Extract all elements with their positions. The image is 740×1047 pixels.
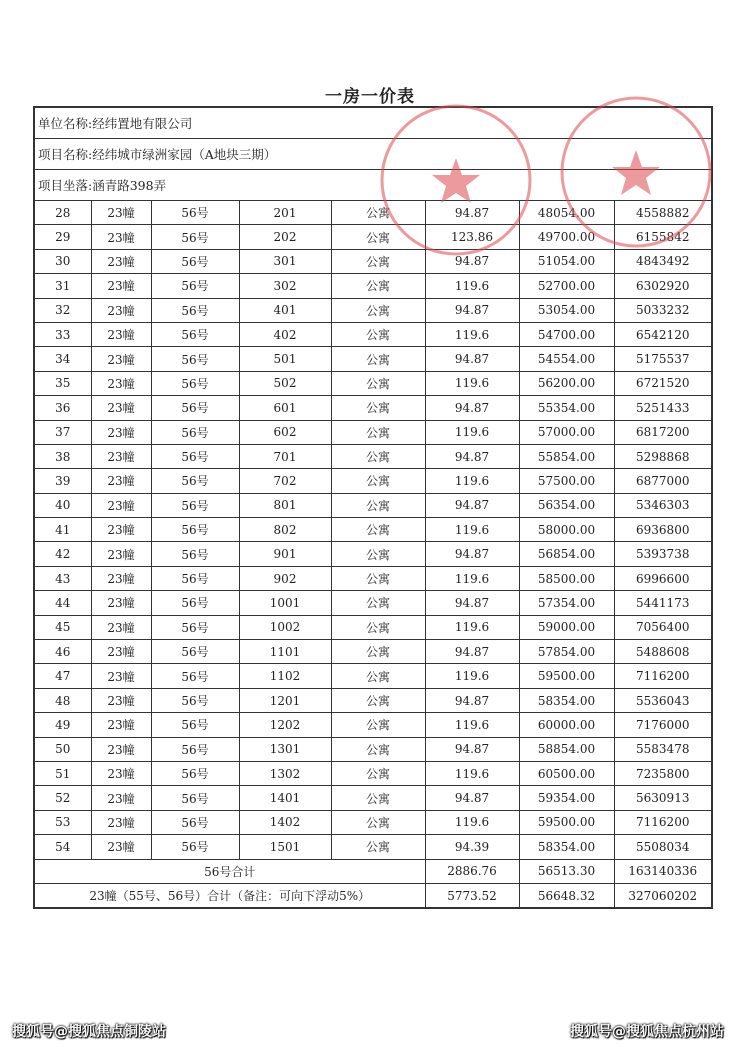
- building-cell: 23幢: [91, 640, 151, 664]
- area-cell: 94.87: [425, 640, 519, 664]
- subtotal-row-total: 163140336: [614, 859, 711, 883]
- table-row: [35, 786, 711, 810]
- room-number-cell: 802: [239, 518, 331, 542]
- room-number-cell: 201: [239, 201, 331, 225]
- building-cell: 23幢: [91, 761, 151, 785]
- row-number-cell: 36: [35, 396, 91, 420]
- unit-price-cell: 59354.00: [519, 786, 614, 810]
- unit-price-cell: 56354.00: [519, 493, 614, 517]
- usage-cell: 公寓: [331, 420, 425, 444]
- row-number-cell: 38: [35, 444, 91, 468]
- subtotal-row-area: 2886.76: [425, 859, 519, 883]
- row-number-cell: 37: [35, 420, 91, 444]
- total-price-cell: 7056400: [614, 615, 711, 639]
- building-cell: 23幢: [91, 566, 151, 590]
- table-row: [35, 298, 711, 322]
- row-number-cell: 42: [35, 542, 91, 566]
- entrance-cell: 56号: [151, 835, 239, 859]
- building-cell: 23幢: [91, 713, 151, 737]
- building-cell: 23幢: [91, 737, 151, 761]
- row-number-cell: 53: [35, 810, 91, 834]
- row-number-cell: 50: [35, 737, 91, 761]
- unit-price-cell: 48054.00: [519, 201, 614, 225]
- room-number-cell: 901: [239, 542, 331, 566]
- total-price-cell: 7116200: [614, 810, 711, 834]
- entrance-cell: 56号: [151, 615, 239, 639]
- table-row: [35, 201, 711, 225]
- table-row: [35, 761, 711, 785]
- grand-total-row-unit-price: 56648.32: [519, 883, 614, 907]
- room-number-cell: 402: [239, 322, 331, 346]
- area-cell: 94.87: [425, 688, 519, 712]
- usage-cell: 公寓: [331, 518, 425, 542]
- area-cell: 94.39: [425, 835, 519, 859]
- area-cell: 119.6: [425, 566, 519, 590]
- row-number-cell: 49: [35, 713, 91, 737]
- unit-price-cell: 51054.00: [519, 249, 614, 273]
- unit-price-cell: 58354.00: [519, 835, 614, 859]
- building-cell: 23幢: [91, 810, 151, 834]
- unit-price-cell: 59000.00: [519, 615, 614, 639]
- room-number-cell: 501: [239, 347, 331, 371]
- building-cell: 23幢: [91, 322, 151, 346]
- table-row: [35, 737, 711, 761]
- row-number-cell: 34: [35, 347, 91, 371]
- total-price-cell: 5488608: [614, 640, 711, 664]
- building-cell: 23幢: [91, 347, 151, 371]
- building-cell: 23幢: [91, 201, 151, 225]
- area-cell: 94.87: [425, 493, 519, 517]
- entrance-cell: 56号: [151, 566, 239, 590]
- total-price-cell: 6721520: [614, 371, 711, 395]
- usage-cell: 公寓: [331, 347, 425, 371]
- building-cell: 23幢: [91, 396, 151, 420]
- entrance-cell: 56号: [151, 298, 239, 322]
- row-number-cell: 44: [35, 591, 91, 615]
- row-number-cell: 32: [35, 298, 91, 322]
- usage-cell: 公寓: [331, 566, 425, 590]
- room-number-cell: 701: [239, 444, 331, 468]
- building-cell: 23幢: [91, 688, 151, 712]
- entrance-cell: 56号: [151, 396, 239, 420]
- total-price-cell: 5630913: [614, 786, 711, 810]
- unit-price-cell: 54700.00: [519, 322, 614, 346]
- room-number-cell: 401: [239, 298, 331, 322]
- room-number-cell: 801: [239, 493, 331, 517]
- table-row: [35, 469, 711, 493]
- row-number-cell: 43: [35, 566, 91, 590]
- room-number-cell: 1002: [239, 615, 331, 639]
- usage-cell: 公寓: [331, 542, 425, 566]
- usage-cell: 公寓: [331, 225, 425, 249]
- area-cell: 119.6: [425, 274, 519, 298]
- unit-price-cell: 57000.00: [519, 420, 614, 444]
- building-cell: 23幢: [91, 518, 151, 542]
- unit-price-cell: 57854.00: [519, 640, 614, 664]
- unit-price-cell: 58354.00: [519, 688, 614, 712]
- entrance-cell: 56号: [151, 371, 239, 395]
- entrance-cell: 56号: [151, 737, 239, 761]
- usage-cell: 公寓: [331, 469, 425, 493]
- subtotal-row-label: 56号合计: [35, 859, 425, 883]
- room-number-cell: 1102: [239, 664, 331, 688]
- unit-price-cell: 55354.00: [519, 396, 614, 420]
- unit-price-cell: 57354.00: [519, 591, 614, 615]
- table-row: [35, 810, 711, 834]
- building-cell: 23幢: [91, 469, 151, 493]
- entrance-cell: 56号: [151, 591, 239, 615]
- usage-cell: 公寓: [331, 835, 425, 859]
- row-number-cell: 29: [35, 225, 91, 249]
- building-cell: 23幢: [91, 298, 151, 322]
- total-price-cell: 5536043: [614, 688, 711, 712]
- table-row: [35, 371, 711, 395]
- room-number-cell: 602: [239, 420, 331, 444]
- total-price-cell: 6877000: [614, 469, 711, 493]
- area-cell: 119.6: [425, 713, 519, 737]
- footer-watermark-left: 搜狐号@搜狐焦点铜陵站: [12, 1024, 166, 1040]
- table-row: [35, 566, 711, 590]
- table-row: [35, 518, 711, 542]
- total-price-cell: 5298868: [614, 444, 711, 468]
- building-cell: 23幢: [91, 542, 151, 566]
- room-number-cell: 302: [239, 274, 331, 298]
- area-cell: 94.87: [425, 542, 519, 566]
- entrance-cell: 56号: [151, 640, 239, 664]
- building-cell: 23幢: [91, 225, 151, 249]
- total-price-cell: 6817200: [614, 420, 711, 444]
- building-cell: 23幢: [91, 420, 151, 444]
- usage-cell: 公寓: [331, 322, 425, 346]
- entrance-cell: 56号: [151, 322, 239, 346]
- usage-cell: 公寓: [331, 761, 425, 785]
- area-cell: 119.6: [425, 810, 519, 834]
- area-cell: 119.6: [425, 518, 519, 542]
- total-price-cell: 7176000: [614, 713, 711, 737]
- table-row: [35, 640, 711, 664]
- row-number-cell: 41: [35, 518, 91, 542]
- room-number-cell: 1202: [239, 713, 331, 737]
- row-number-cell: 47: [35, 664, 91, 688]
- usage-cell: 公寓: [331, 688, 425, 712]
- room-number-cell: 1402: [239, 810, 331, 834]
- table-row: [35, 713, 711, 737]
- usage-cell: 公寓: [331, 810, 425, 834]
- room-number-cell: 1201: [239, 688, 331, 712]
- area-cell: 94.87: [425, 347, 519, 371]
- entrance-cell: 56号: [151, 761, 239, 785]
- building-cell: 23幢: [91, 371, 151, 395]
- room-number-cell: 502: [239, 371, 331, 395]
- unit-price-cell: 52700.00: [519, 274, 614, 298]
- usage-cell: 公寓: [331, 713, 425, 737]
- unit-price-cell: 59500.00: [519, 810, 614, 834]
- area-cell: 94.87: [425, 444, 519, 468]
- entrance-cell: 56号: [151, 786, 239, 810]
- row-number-cell: 35: [35, 371, 91, 395]
- area-cell: 94.87: [425, 249, 519, 273]
- building-cell: 23幢: [91, 591, 151, 615]
- row-number-cell: 51: [35, 761, 91, 785]
- unit-price-cell: 54554.00: [519, 347, 614, 371]
- total-price-cell: 6155842: [614, 225, 711, 249]
- total-price-cell: 6542120: [614, 322, 711, 346]
- usage-cell: 公寓: [331, 493, 425, 517]
- table-row: [35, 444, 711, 468]
- price-table-body: [35, 201, 711, 907]
- usage-cell: 公寓: [331, 396, 425, 420]
- table-row: [35, 615, 711, 639]
- row-number-cell: 46: [35, 640, 91, 664]
- unit-price-cell: 60000.00: [519, 713, 614, 737]
- subtotal-row: [35, 859, 711, 883]
- unit-price-cell: 49700.00: [519, 225, 614, 249]
- building-cell: 23幢: [91, 786, 151, 810]
- unit-price-cell: 55854.00: [519, 444, 614, 468]
- unit-price-cell: 60500.00: [519, 761, 614, 785]
- entrance-cell: 56号: [151, 542, 239, 566]
- area-cell: 94.87: [425, 201, 519, 225]
- area-cell: 119.6: [425, 420, 519, 444]
- total-price-cell: 5393738: [614, 542, 711, 566]
- total-price-cell: 4558882: [614, 201, 711, 225]
- row-number-cell: 52: [35, 786, 91, 810]
- usage-cell: 公寓: [331, 274, 425, 298]
- usage-cell: 公寓: [331, 201, 425, 225]
- project-name-row: 项目名称:经纬城市绿洲家园（A地块三期）: [35, 139, 711, 170]
- area-cell: 119.6: [425, 371, 519, 395]
- area-cell: 123.86: [425, 225, 519, 249]
- total-price-cell: 5175537: [614, 347, 711, 371]
- area-cell: 119.6: [425, 469, 519, 493]
- price-sheet: [33, 106, 713, 909]
- table-row: [35, 664, 711, 688]
- area-cell: 94.87: [425, 298, 519, 322]
- building-cell: 23幢: [91, 444, 151, 468]
- unit-price-cell: 57500.00: [519, 469, 614, 493]
- table-row: [35, 225, 711, 249]
- entrance-cell: 56号: [151, 518, 239, 542]
- total-price-cell: 5346303: [614, 493, 711, 517]
- room-number-cell: 1501: [239, 835, 331, 859]
- entrance-cell: 56号: [151, 713, 239, 737]
- entrance-cell: 56号: [151, 347, 239, 371]
- building-cell: 23幢: [91, 274, 151, 298]
- entrance-cell: 56号: [151, 420, 239, 444]
- total-price-cell: 6302920: [614, 274, 711, 298]
- table-row: [35, 322, 711, 346]
- total-price-cell: 5508034: [614, 835, 711, 859]
- total-price-cell: 7235800: [614, 761, 711, 785]
- grand-total-row: [35, 883, 711, 907]
- room-number-cell: 601: [239, 396, 331, 420]
- usage-cell: 公寓: [331, 444, 425, 468]
- row-number-cell: 28: [35, 201, 91, 225]
- row-number-cell: 48: [35, 688, 91, 712]
- building-cell: 23幢: [91, 493, 151, 517]
- area-cell: 94.87: [425, 737, 519, 761]
- row-number-cell: 33: [35, 322, 91, 346]
- table-row: [35, 493, 711, 517]
- area-cell: 119.6: [425, 322, 519, 346]
- room-number-cell: 301: [239, 249, 331, 273]
- unit-price-cell: 58500.00: [519, 566, 614, 590]
- table-row: [35, 688, 711, 712]
- price-table: [35, 201, 711, 907]
- unit-price-cell: 58000.00: [519, 518, 614, 542]
- total-price-cell: 5033232: [614, 298, 711, 322]
- usage-cell: 公寓: [331, 591, 425, 615]
- area-cell: 119.6: [425, 615, 519, 639]
- table-row: [35, 835, 711, 859]
- row-number-cell: 31: [35, 274, 91, 298]
- usage-cell: 公寓: [331, 615, 425, 639]
- project-location-row: 项目坐落:涵青路398弄: [35, 170, 711, 201]
- row-number-cell: 40: [35, 493, 91, 517]
- room-number-cell: 202: [239, 225, 331, 249]
- table-row: [35, 420, 711, 444]
- entrance-cell: 56号: [151, 469, 239, 493]
- total-price-cell: 5251433: [614, 396, 711, 420]
- usage-cell: 公寓: [331, 371, 425, 395]
- total-price-cell: 6936800: [614, 518, 711, 542]
- room-number-cell: 1101: [239, 640, 331, 664]
- table-row: [35, 542, 711, 566]
- room-number-cell: 902: [239, 566, 331, 590]
- total-price-cell: 7116200: [614, 664, 711, 688]
- total-price-cell: 4843492: [614, 249, 711, 273]
- usage-cell: 公寓: [331, 298, 425, 322]
- usage-cell: 公寓: [331, 640, 425, 664]
- subtotal-row-unit-price: 56513.30: [519, 859, 614, 883]
- row-number-cell: 30: [35, 249, 91, 273]
- total-price-cell: 5441173: [614, 591, 711, 615]
- usage-cell: 公寓: [331, 786, 425, 810]
- table-row: [35, 249, 711, 273]
- room-number-cell: 1001: [239, 591, 331, 615]
- building-cell: 23幢: [91, 249, 151, 273]
- row-number-cell: 39: [35, 469, 91, 493]
- area-cell: 94.87: [425, 396, 519, 420]
- room-number-cell: 1301: [239, 737, 331, 761]
- row-number-cell: 54: [35, 835, 91, 859]
- building-cell: 23幢: [91, 615, 151, 639]
- entrance-cell: 56号: [151, 201, 239, 225]
- footer-watermark-right: 搜狐号@搜狐焦点杭州站: [570, 1024, 724, 1040]
- room-number-cell: 1401: [239, 786, 331, 810]
- total-price-cell: 6996600: [614, 566, 711, 590]
- grand-total-row-total: 327060202: [614, 883, 711, 907]
- usage-cell: 公寓: [331, 664, 425, 688]
- area-cell: 94.87: [425, 591, 519, 615]
- company-name-row: 单位名称:经纬置地有限公司: [35, 108, 711, 139]
- building-cell: 23幢: [91, 664, 151, 688]
- unit-price-cell: 53054.00: [519, 298, 614, 322]
- unit-price-cell: 58854.00: [519, 737, 614, 761]
- entrance-cell: 56号: [151, 274, 239, 298]
- entrance-cell: 56号: [151, 664, 239, 688]
- unit-price-cell: 56200.00: [519, 371, 614, 395]
- table-row: [35, 396, 711, 420]
- total-price-cell: 5583478: [614, 737, 711, 761]
- usage-cell: 公寓: [331, 737, 425, 761]
- unit-price-cell: 59500.00: [519, 664, 614, 688]
- table-row: [35, 347, 711, 371]
- unit-price-cell: 56854.00: [519, 542, 614, 566]
- row-number-cell: 45: [35, 615, 91, 639]
- grand-total-row-label: 23幢（55号、56号）合计（备注：可向下浮动5%）: [35, 883, 425, 907]
- entrance-cell: 56号: [151, 225, 239, 249]
- entrance-cell: 56号: [151, 249, 239, 273]
- entrance-cell: 56号: [151, 688, 239, 712]
- area-cell: 94.87: [425, 786, 519, 810]
- table-row: [35, 591, 711, 615]
- page-title: 一房一价表: [325, 87, 415, 107]
- table-row: [35, 274, 711, 298]
- entrance-cell: 56号: [151, 444, 239, 468]
- area-cell: 119.6: [425, 664, 519, 688]
- room-number-cell: 702: [239, 469, 331, 493]
- entrance-cell: 56号: [151, 493, 239, 517]
- grand-total-row-area: 5773.52: [425, 883, 519, 907]
- entrance-cell: 56号: [151, 810, 239, 834]
- room-number-cell: 1302: [239, 761, 331, 785]
- building-cell: 23幢: [91, 835, 151, 859]
- usage-cell: 公寓: [331, 249, 425, 273]
- area-cell: 119.6: [425, 761, 519, 785]
